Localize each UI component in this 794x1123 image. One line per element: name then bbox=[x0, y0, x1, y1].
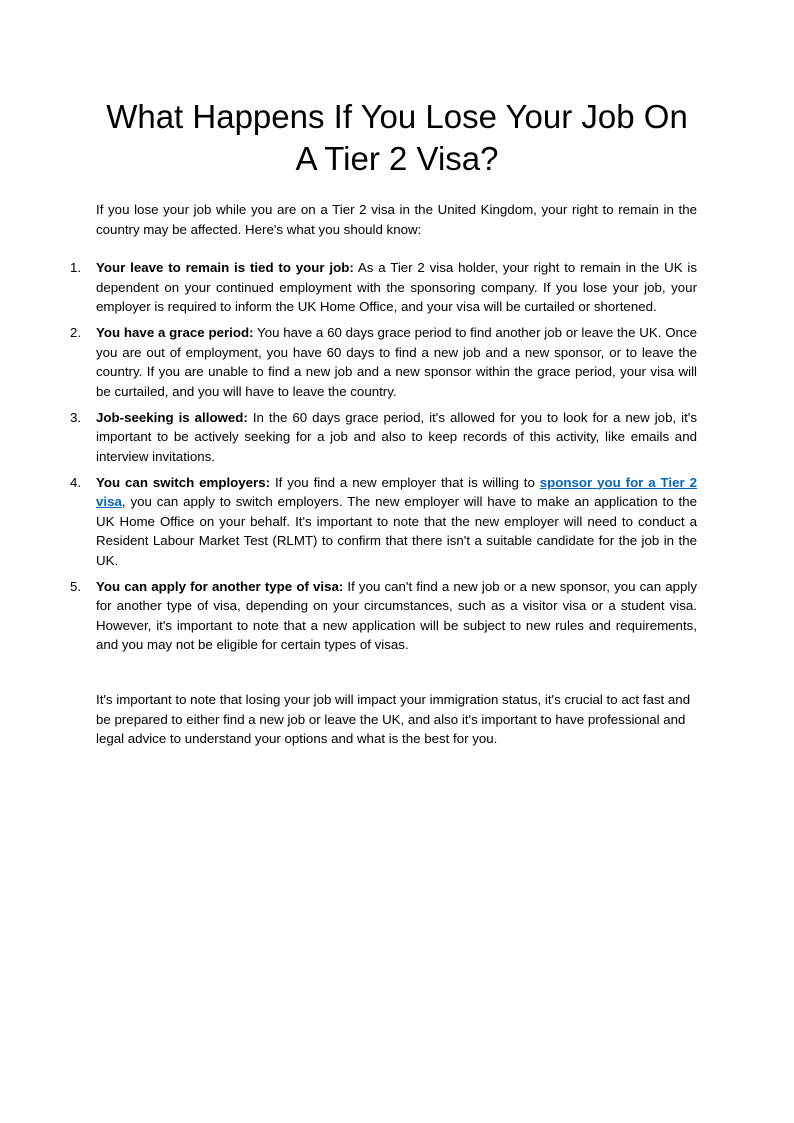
list-item bbox=[70, 473, 697, 571]
list-item-number: 3. bbox=[70, 409, 82, 425]
list-item-text: If you can't find a new job or a new sponsor, you can apply for another type of visa, depending on your circumstances, such as a visitor visa or a student visa. However, it's important to note that a new application will be subject to new rules and requirements, and you may not be eligible for certain types of visas. bbox=[96, 578, 697, 652]
closing-paragraph: It's important to note that losing your job will impact your immigration status, it's crucial to act fast and be prepared to either find a new job or leave the UK, and also it's important to have professional and legal advice to understand your options and what is the best for you. bbox=[96, 692, 691, 746]
list-item-heading: You can switch employers: bbox=[96, 474, 271, 490]
list-item-number: 2. bbox=[70, 325, 82, 340]
list-item-text: If you find a new employer that is willing to bbox=[270, 474, 540, 490]
list-item bbox=[70, 323, 697, 401]
list-item-number: 4. bbox=[70, 474, 82, 490]
list-item-heading: Your leave to remain is tied to your job: bbox=[96, 260, 354, 275]
list-item-number: 5. bbox=[70, 578, 82, 594]
page-title: What Happens If You Lose Your Job On A Tier 2 Visa? bbox=[106, 98, 688, 177]
list-item-heading: You have a grace period: bbox=[96, 325, 254, 340]
list-item-text: You have a 60 days grace period to find another job or leave the UK. Once you are out of employment, you have 60 days to find a new job and a new sponsor, or to leave the country. If you are unable to find a new job and a new sponsor within the grace period, your visa will be curtailed, and you will have to leave the country. bbox=[96, 325, 697, 399]
list-item-heading: You can apply for another type of visa: bbox=[96, 578, 344, 594]
list-item-number: 1. bbox=[70, 260, 82, 275]
list-item bbox=[70, 577, 697, 655]
list-item bbox=[70, 408, 697, 467]
list-item-text: , you can apply to switch employers. The new employer will have to make an application to the UK Home Office on your behalf. It's important to note that the new employer will need to conduct a Resident Labour Market Test (RLMT) to confirm that there isn't a suitable candidate for the job in the UK. bbox=[96, 494, 697, 568]
intro-paragraph: If you lose your job while you are on a Tier 2 visa in the United Kingdom, your right to remain in the country may be affected. Here's what you should know: bbox=[96, 202, 697, 237]
list-item-text: In the 60 days grace period, it's allowed for you to look for a new job, it's important to be actively seeking for a job and also to keep records of this activity, like emails and interview invitations. bbox=[96, 409, 697, 464]
list-item bbox=[70, 258, 697, 317]
numbered-list bbox=[70, 258, 697, 661]
list-item-heading: Job-seeking is allowed: bbox=[96, 409, 248, 425]
list-item-text: As a Tier 2 visa holder, your right to remain in the UK is dependent on your continued employment with the sponsoring company. If you lose your job, your employer is required to inform the UK Home Office, and your visa will be curtailed or shortened. bbox=[96, 260, 697, 314]
sponsor-tier2-visa-link[interactable]: sponsor you for a Tier 2 visa bbox=[96, 474, 697, 509]
